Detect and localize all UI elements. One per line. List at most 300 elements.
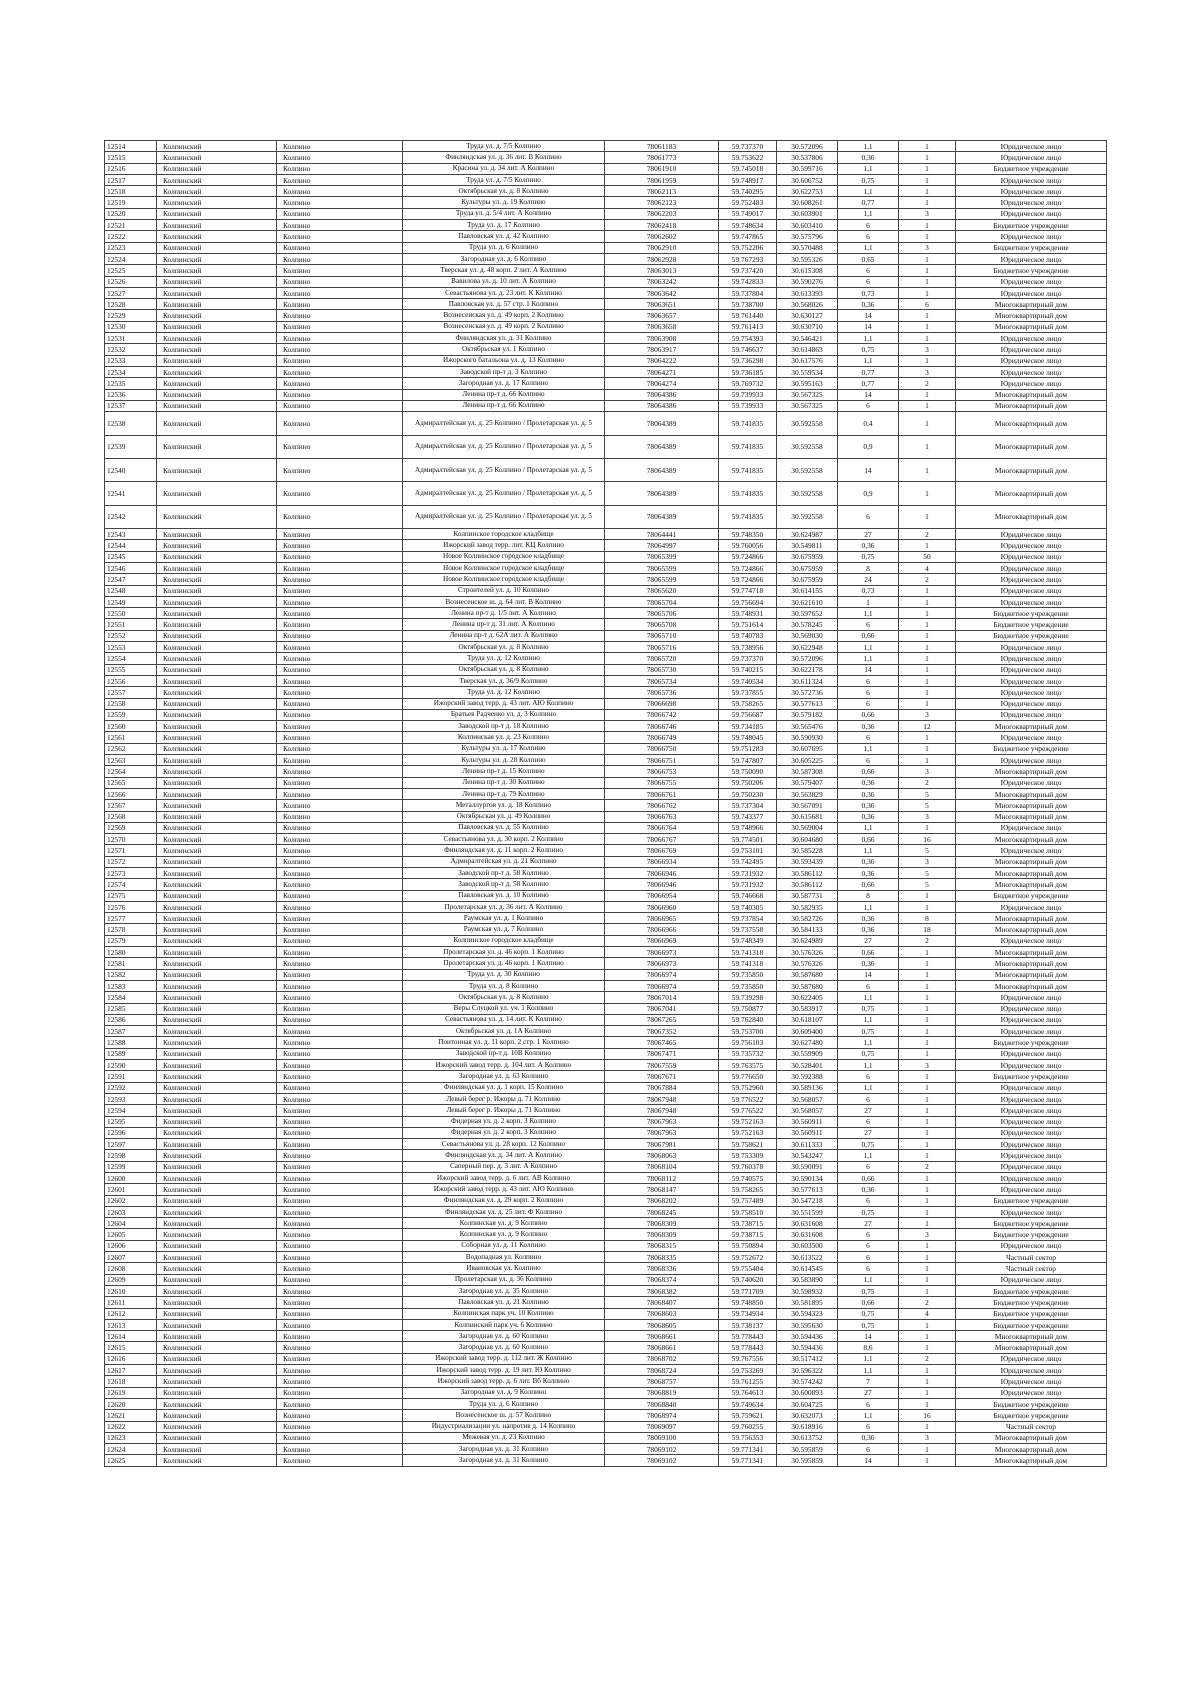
district-cell: Колпинский <box>157 1444 277 1455</box>
address-cell: Строителей ул. д. 10 Колпино <box>403 585 605 596</box>
table-row <box>105 958 1107 969</box>
longitude-cell: 30.572736 <box>777 687 838 698</box>
owner-type-cell: Юридическое лицо <box>956 642 1107 653</box>
volume-cell: 0,36 <box>838 800 899 811</box>
longitude-cell: 30.592558 <box>777 505 838 528</box>
count-cell: 1 <box>899 1037 956 1048</box>
count-cell: 3 <box>899 344 956 355</box>
record-id-cell: 12618 <box>105 1376 157 1387</box>
owner-type-cell: Многоквартирный дом <box>956 800 1107 811</box>
record-id-cell: 12603 <box>105 1206 157 1217</box>
town-cell: Колпино <box>277 505 403 528</box>
address-cell: Загородная ул. д. 60 Колпино <box>403 1331 605 1342</box>
address-cell: Севастьянова ул. д. 14 лит. К Колпино <box>403 1014 605 1025</box>
table-row <box>105 856 1107 867</box>
town-cell: Колпино <box>277 299 403 310</box>
district-cell: Колпинский <box>157 1229 277 1240</box>
volume-cell: 0,75 <box>838 174 899 185</box>
table-row <box>105 980 1107 991</box>
address-cell: Ижорский завод терр. д. 112 лит. Ж Колпино <box>403 1353 605 1364</box>
latitude-cell: 59.748931 <box>719 608 777 619</box>
record-id-cell: 12573 <box>105 867 157 878</box>
owner-type-cell: Многоквартирный дом <box>956 299 1107 310</box>
town-cell: Колпино <box>277 743 403 754</box>
longitude-cell: 30.617576 <box>777 355 838 366</box>
count-cell: 1 <box>899 1331 956 1342</box>
volume-cell: 0,75 <box>838 1285 899 1296</box>
record-id-cell: 12546 <box>105 562 157 573</box>
town-cell: Колпино <box>277 856 403 867</box>
record-id-cell: 12567 <box>105 800 157 811</box>
table-row <box>105 777 1107 788</box>
address-cell: Колпинское городское кладбище <box>403 935 605 946</box>
district-cell: Колпинский <box>157 1082 277 1093</box>
address-cell: Октябрьская ул. д. 8 Колпино <box>403 992 605 1003</box>
count-cell: 2 <box>899 1297 956 1308</box>
object-code-cell: 78069097 <box>605 1421 719 1432</box>
table-row <box>105 1184 1107 1195</box>
district-cell: Колпинский <box>157 743 277 754</box>
town-cell: Колпино <box>277 412 403 435</box>
owner-type-cell: Частный сектор <box>956 1421 1107 1432</box>
owner-type-cell: Юридическое лицо <box>956 186 1107 197</box>
record-id-cell: 12614 <box>105 1331 157 1342</box>
district-cell: Колпинский <box>157 935 277 946</box>
latitude-cell: 59.741835 <box>719 412 777 435</box>
district-cell: Колпинский <box>157 1093 277 1104</box>
object-code-cell: 78064441 <box>605 529 719 540</box>
longitude-cell: 30.528401 <box>777 1060 838 1071</box>
owner-type-cell: Юридическое лицо <box>956 1139 1107 1150</box>
record-id-cell: 12588 <box>105 1037 157 1048</box>
table-row <box>105 435 1107 458</box>
longitude-cell: 30.608261 <box>777 197 838 208</box>
longitude-cell: 30.560911 <box>777 1116 838 1127</box>
table-row <box>105 529 1107 540</box>
longitude-cell: 30.568026 <box>777 299 838 310</box>
table-row <box>105 1082 1107 1093</box>
table-row <box>105 845 1107 856</box>
latitude-cell: 59.762840 <box>719 1014 777 1025</box>
object-code-cell: 78066769 <box>605 845 719 856</box>
count-cell: 1 <box>899 458 956 481</box>
owner-type-cell: Юридическое лицо <box>956 675 1107 686</box>
count-cell: 1 <box>899 1127 956 1138</box>
volume-cell: 6 <box>838 1421 899 1432</box>
owner-type-cell: Многоквартирный дом <box>956 969 1107 980</box>
count-cell: 2 <box>899 935 956 946</box>
town-cell: Колпино <box>277 879 403 890</box>
object-code-cell: 78067884 <box>605 1082 719 1093</box>
table-row <box>105 141 1107 152</box>
town-cell: Колпино <box>277 574 403 585</box>
owner-type-cell: Юридическое лицо <box>956 333 1107 344</box>
latitude-cell: 59.748349 <box>719 935 777 946</box>
record-id-cell: 12523 <box>105 242 157 253</box>
record-id-cell: 12580 <box>105 947 157 958</box>
record-id-cell: 12584 <box>105 992 157 1003</box>
town-cell: Колпино <box>277 1195 403 1206</box>
latitude-cell: 59.739933 <box>719 400 777 411</box>
latitude-cell: 59.740534 <box>719 675 777 686</box>
town-cell: Колпино <box>277 732 403 743</box>
address-cell: Адмиралтейская ул. д. 25 Колпино / Пролетарская ул. д. 5 <box>403 435 605 458</box>
record-id-cell: 12560 <box>105 721 157 732</box>
longitude-cell: 30.592558 <box>777 435 838 458</box>
count-cell: 1 <box>899 901 956 912</box>
latitude-cell: 59.752163 <box>719 1116 777 1127</box>
object-code-cell: 78066698 <box>605 698 719 709</box>
record-id-cell: 12592 <box>105 1082 157 1093</box>
owner-type-cell: Юридическое лицо <box>956 935 1107 946</box>
district-cell: Колпинский <box>157 220 277 231</box>
longitude-cell: 30.613393 <box>777 287 838 298</box>
count-cell: 2 <box>899 1161 956 1172</box>
count-cell: 1 <box>899 664 956 675</box>
address-cell: Колпинская ул. д. 9 Колпино <box>403 1229 605 1240</box>
owner-type-cell: Многоквартирный дом <box>956 788 1107 799</box>
table-row <box>105 608 1107 619</box>
district-cell: Колпинский <box>157 992 277 1003</box>
address-cell: Заводской пр-т д. 58 Колпино <box>403 879 605 890</box>
latitude-cell: 59.738715 <box>719 1229 777 1240</box>
district-cell: Колпинский <box>157 1274 277 1285</box>
latitude-cell: 59.724866 <box>719 574 777 585</box>
town-cell: Колпино <box>277 1331 403 1342</box>
table-row <box>105 299 1107 310</box>
table-row <box>105 265 1107 276</box>
latitude-cell: 59.724866 <box>719 562 777 573</box>
address-cell: Труда ул. д. 12 Колпино <box>403 653 605 664</box>
table-row <box>105 766 1107 777</box>
longitude-cell: 30.618107 <box>777 1014 838 1025</box>
town-cell: Колпино <box>277 1161 403 1172</box>
district-cell: Колпинский <box>157 1376 277 1387</box>
table-row <box>105 913 1107 924</box>
object-code-cell: 78065620 <box>605 585 719 596</box>
object-code-cell: 78065708 <box>605 619 719 630</box>
district-cell: Колпинский <box>157 664 277 675</box>
district-cell: Колпинский <box>157 585 277 596</box>
address-cell: Загородная ул. д. 9 Колпино <box>403 1387 605 1398</box>
table-row <box>105 1093 1107 1104</box>
count-cell: 8 <box>899 913 956 924</box>
latitude-cell: 59.753101 <box>719 845 777 856</box>
object-code-cell: 78064389 <box>605 458 719 481</box>
volume-cell: 0,65 <box>838 253 899 264</box>
latitude-cell: 59.740305 <box>719 901 777 912</box>
longitude-cell: 30.590134 <box>777 1173 838 1184</box>
count-cell: 2 <box>899 777 956 788</box>
owner-type-cell: Юридическое лицо <box>956 664 1107 675</box>
count-cell: 1 <box>899 174 956 185</box>
latitude-cell: 59.738137 <box>719 1319 777 1330</box>
owner-type-cell: Многоквартирный дом <box>956 721 1107 732</box>
longitude-cell: 30.575796 <box>777 231 838 242</box>
district-cell: Колпинский <box>157 608 277 619</box>
town-cell: Колпино <box>277 1342 403 1353</box>
longitude-cell: 30.577613 <box>777 1184 838 1195</box>
latitude-cell: 59.752163 <box>719 1127 777 1138</box>
record-id-cell: 12537 <box>105 400 157 411</box>
town-cell: Колпино <box>277 1353 403 1364</box>
latitude-cell: 59.742495 <box>719 856 777 867</box>
address-cell: Адмиралтейская ул. д. 25 Колпино / Пролетарская ул. д. 5 <box>403 458 605 481</box>
object-code-cell: 78068661 <box>605 1331 719 1342</box>
object-code-cell: 78068603 <box>605 1308 719 1319</box>
address-cell: Колпинская ул. д. 9 Колпино <box>403 1218 605 1229</box>
record-id-cell: 12578 <box>105 924 157 935</box>
record-id-cell: 12543 <box>105 529 157 540</box>
count-cell: 1 <box>899 1048 956 1059</box>
district-cell: Колпинский <box>157 1285 277 1296</box>
longitude-cell: 30.622178 <box>777 664 838 675</box>
latitude-cell: 59.763575 <box>719 1060 777 1071</box>
town-cell: Колпино <box>277 721 403 732</box>
address-cell: Колпинская парк уч. 10 Колпино <box>403 1308 605 1319</box>
record-id-cell: 12522 <box>105 231 157 242</box>
count-cell: 1 <box>899 163 956 174</box>
volume-cell: 0,36 <box>838 721 899 732</box>
owner-type-cell: Юридическое лицо <box>956 355 1107 366</box>
table-row <box>105 366 1107 377</box>
object-code-cell: 78066960 <box>605 901 719 912</box>
volume-cell: 0,36 <box>838 788 899 799</box>
owner-type-cell: Многоквартирный дом <box>956 958 1107 969</box>
volume-cell: 0,36 <box>838 924 899 935</box>
record-id-cell: 12541 <box>105 482 157 505</box>
object-code-cell: 78065599 <box>605 574 719 585</box>
count-cell: 2 <box>899 529 956 540</box>
volume-cell: 1,1 <box>838 1014 899 1025</box>
latitude-cell: 59.742833 <box>719 276 777 287</box>
town-cell: Колпино <box>277 992 403 1003</box>
address-cell: Тверская ул. д. 48 корп. 2 лит. А Колпино <box>403 265 605 276</box>
object-code-cell: 78068147 <box>605 1184 719 1195</box>
district-cell: Колпинский <box>157 1387 277 1398</box>
object-code-cell: 78061910 <box>605 163 719 174</box>
volume-cell: 6 <box>838 1093 899 1104</box>
owner-type-cell: Многоквартирный дом <box>956 879 1107 890</box>
latitude-cell: 59.752672 <box>719 1252 777 1263</box>
longitude-cell: 30.606752 <box>777 174 838 185</box>
owner-type-cell: Многоквартирный дом <box>956 505 1107 528</box>
volume-cell: 0,75 <box>838 1026 899 1037</box>
longitude-cell: 30.537806 <box>777 152 838 163</box>
district-cell: Колпинский <box>157 242 277 253</box>
object-code-cell: 78068335 <box>605 1252 719 1263</box>
latitude-cell: 59.743377 <box>719 811 777 822</box>
address-cell: Загородная ул. д. 35 Колпино <box>403 1285 605 1296</box>
volume-cell: 1,1 <box>838 1037 899 1048</box>
longitude-cell: 30.614155 <box>777 585 838 596</box>
record-id-cell: 12519 <box>105 197 157 208</box>
record-id-cell: 12553 <box>105 642 157 653</box>
district-cell: Колпинский <box>157 901 277 912</box>
owner-type-cell: Многоквартирный дом <box>956 321 1107 332</box>
object-code-cell: 78064389 <box>605 435 719 458</box>
volume-cell: 0,36 <box>838 811 899 822</box>
latitude-cell: 59.750230 <box>719 788 777 799</box>
record-id-cell: 12587 <box>105 1026 157 1037</box>
object-code-cell: 78062928 <box>605 253 719 264</box>
object-code-cell: 78066753 <box>605 766 719 777</box>
table-row <box>105 551 1107 562</box>
volume-cell: 1,1 <box>838 608 899 619</box>
latitude-cell: 59.737804 <box>719 287 777 298</box>
longitude-cell: 30.592558 <box>777 458 838 481</box>
latitude-cell: 59.751614 <box>719 619 777 630</box>
latitude-cell: 59.778443 <box>719 1342 777 1353</box>
district-cell: Колпинский <box>157 551 277 562</box>
address-cell: Ивановская ул. Колпино <box>403 1263 605 1274</box>
owner-type-cell: Юридическое лицо <box>956 585 1107 596</box>
town-cell: Колпино <box>277 186 403 197</box>
count-cell: 5 <box>899 788 956 799</box>
address-cell: Загородная ул. д. 63 Колпино <box>403 1071 605 1082</box>
record-id-cell: 12586 <box>105 1014 157 1025</box>
object-code-cell: 78064386 <box>605 389 719 400</box>
table-row <box>105 412 1107 435</box>
record-id-cell: 12623 <box>105 1432 157 1443</box>
count-cell: 1 <box>899 265 956 276</box>
town-cell: Колпино <box>277 1206 403 1217</box>
owner-type-cell: Бюджетное учреждение <box>956 1308 1107 1319</box>
longitude-cell: 30.624987 <box>777 529 838 540</box>
district-cell: Колпинский <box>157 1432 277 1443</box>
owner-type-cell: Многоквартирный дом <box>956 412 1107 435</box>
table-row <box>105 992 1107 1003</box>
table-row <box>105 333 1107 344</box>
district-cell: Колпинский <box>157 890 277 901</box>
longitude-cell: 30.622405 <box>777 992 838 1003</box>
address-cell: Октябрьская ул. д. 8 Колпино <box>403 664 605 675</box>
latitude-cell: 59.734934 <box>719 1308 777 1319</box>
owner-type-cell: Бюджетное учреждение <box>956 1398 1107 1409</box>
latitude-cell: 59.739298 <box>719 992 777 1003</box>
table-row <box>105 482 1107 505</box>
table-row <box>105 574 1107 585</box>
town-cell: Колпино <box>277 1285 403 1296</box>
object-code-cell: 78064389 <box>605 482 719 505</box>
town-cell: Колпино <box>277 378 403 389</box>
owner-type-cell: Юридическое лицо <box>956 1026 1107 1037</box>
object-code-cell: 78068063 <box>605 1150 719 1161</box>
longitude-cell: 30.631608 <box>777 1218 838 1229</box>
count-cell: 1 <box>899 822 956 833</box>
address-cell: Раумская ул. д. 7 Колпино <box>403 924 605 935</box>
district-cell: Колпинский <box>157 1060 277 1071</box>
town-cell: Колпино <box>277 755 403 766</box>
count-cell: 1 <box>899 992 956 1003</box>
longitude-cell: 30.598932 <box>777 1285 838 1296</box>
longitude-cell: 30.604725 <box>777 1398 838 1409</box>
owner-type-cell: Многоквартирный дом <box>956 400 1107 411</box>
address-cell: Октябрьская ул. д. 8 Колпино <box>403 186 605 197</box>
latitude-cell: 59.771341 <box>719 1444 777 1455</box>
object-code-cell: 78064222 <box>605 355 719 366</box>
latitude-cell: 59.750206 <box>719 777 777 788</box>
record-id-cell: 12622 <box>105 1421 157 1432</box>
owner-type-cell: Многоквартирный дом <box>956 389 1107 400</box>
longitude-cell: 30.605225 <box>777 755 838 766</box>
town-cell: Колпино <box>277 766 403 777</box>
object-code-cell: 78067671 <box>605 1071 719 1082</box>
town-cell: Колпино <box>277 1184 403 1195</box>
town-cell: Колпино <box>277 551 403 562</box>
district-cell: Колпинский <box>157 389 277 400</box>
object-code-cell: 78063651 <box>605 299 719 310</box>
district-cell: Колпинский <box>157 276 277 287</box>
object-code-cell: 78068605 <box>605 1319 719 1330</box>
table-row <box>105 355 1107 366</box>
volume-cell: 6 <box>838 1161 899 1172</box>
owner-type-cell: Многоквартирный дом <box>956 1331 1107 1342</box>
volume-cell: 14 <box>838 310 899 321</box>
address-cell: Труда ул. д. 7/5 Колпино <box>403 174 605 185</box>
district-cell: Колпинский <box>157 253 277 264</box>
latitude-cell: 59.767293 <box>719 253 777 264</box>
volume-cell: 0,66 <box>838 709 899 720</box>
record-id-cell: 12595 <box>105 1116 157 1127</box>
table-row <box>105 1319 1107 1330</box>
latitude-cell: 59.745018 <box>719 163 777 174</box>
count-cell: 1 <box>899 1319 956 1330</box>
district-cell: Колпинский <box>157 822 277 833</box>
object-code-cell: 78066974 <box>605 980 719 991</box>
object-code-cell: 78062910 <box>605 242 719 253</box>
volume-cell: 0,66 <box>838 630 899 641</box>
longitude-cell: 30.579182 <box>777 709 838 720</box>
volume-cell: 0,36 <box>838 1432 899 1443</box>
record-id-cell: 12576 <box>105 901 157 912</box>
district-cell: Колпинский <box>157 913 277 924</box>
latitude-cell: 59.752206 <box>719 242 777 253</box>
record-id-cell: 12577 <box>105 913 157 924</box>
latitude-cell: 59.774718 <box>719 585 777 596</box>
object-code-cell: 78066746 <box>605 721 719 732</box>
address-cell: Октябрьская ул. 1 Колпино <box>403 344 605 355</box>
latitude-cell: 59.761255 <box>719 1376 777 1387</box>
object-code-cell: 78068309 <box>605 1218 719 1229</box>
record-id-cell: 12530 <box>105 321 157 332</box>
longitude-cell: 30.592388 <box>777 1071 838 1082</box>
town-cell: Колпино <box>277 777 403 788</box>
object-code-cell: 78066934 <box>605 856 719 867</box>
address-cell: Металлургов ул. д. 18 Колпино <box>403 800 605 811</box>
latitude-cell: 59.749634 <box>719 1398 777 1409</box>
district-cell: Колпинский <box>157 197 277 208</box>
object-code-cell: 78067559 <box>605 1060 719 1071</box>
count-cell: 1 <box>899 1398 956 1409</box>
volume-cell: 6 <box>838 265 899 276</box>
record-id-cell: 12594 <box>105 1105 157 1116</box>
owner-type-cell: Юридическое лицо <box>956 992 1107 1003</box>
records-table <box>104 140 1107 1467</box>
town-cell: Колпино <box>277 980 403 991</box>
town-cell: Колпино <box>277 1014 403 1025</box>
latitude-cell: 59.740620 <box>719 1274 777 1285</box>
table-row <box>105 664 1107 675</box>
town-cell: Колпино <box>277 152 403 163</box>
table-row <box>105 1229 1107 1240</box>
address-cell: Межевая ул. д. 23 Колпино <box>403 1432 605 1443</box>
latitude-cell: 59.757489 <box>719 1195 777 1206</box>
object-code-cell: 78069102 <box>605 1444 719 1455</box>
longitude-cell: 30.622753 <box>777 186 838 197</box>
town-cell: Колпино <box>277 1308 403 1319</box>
town-cell: Колпино <box>277 653 403 664</box>
